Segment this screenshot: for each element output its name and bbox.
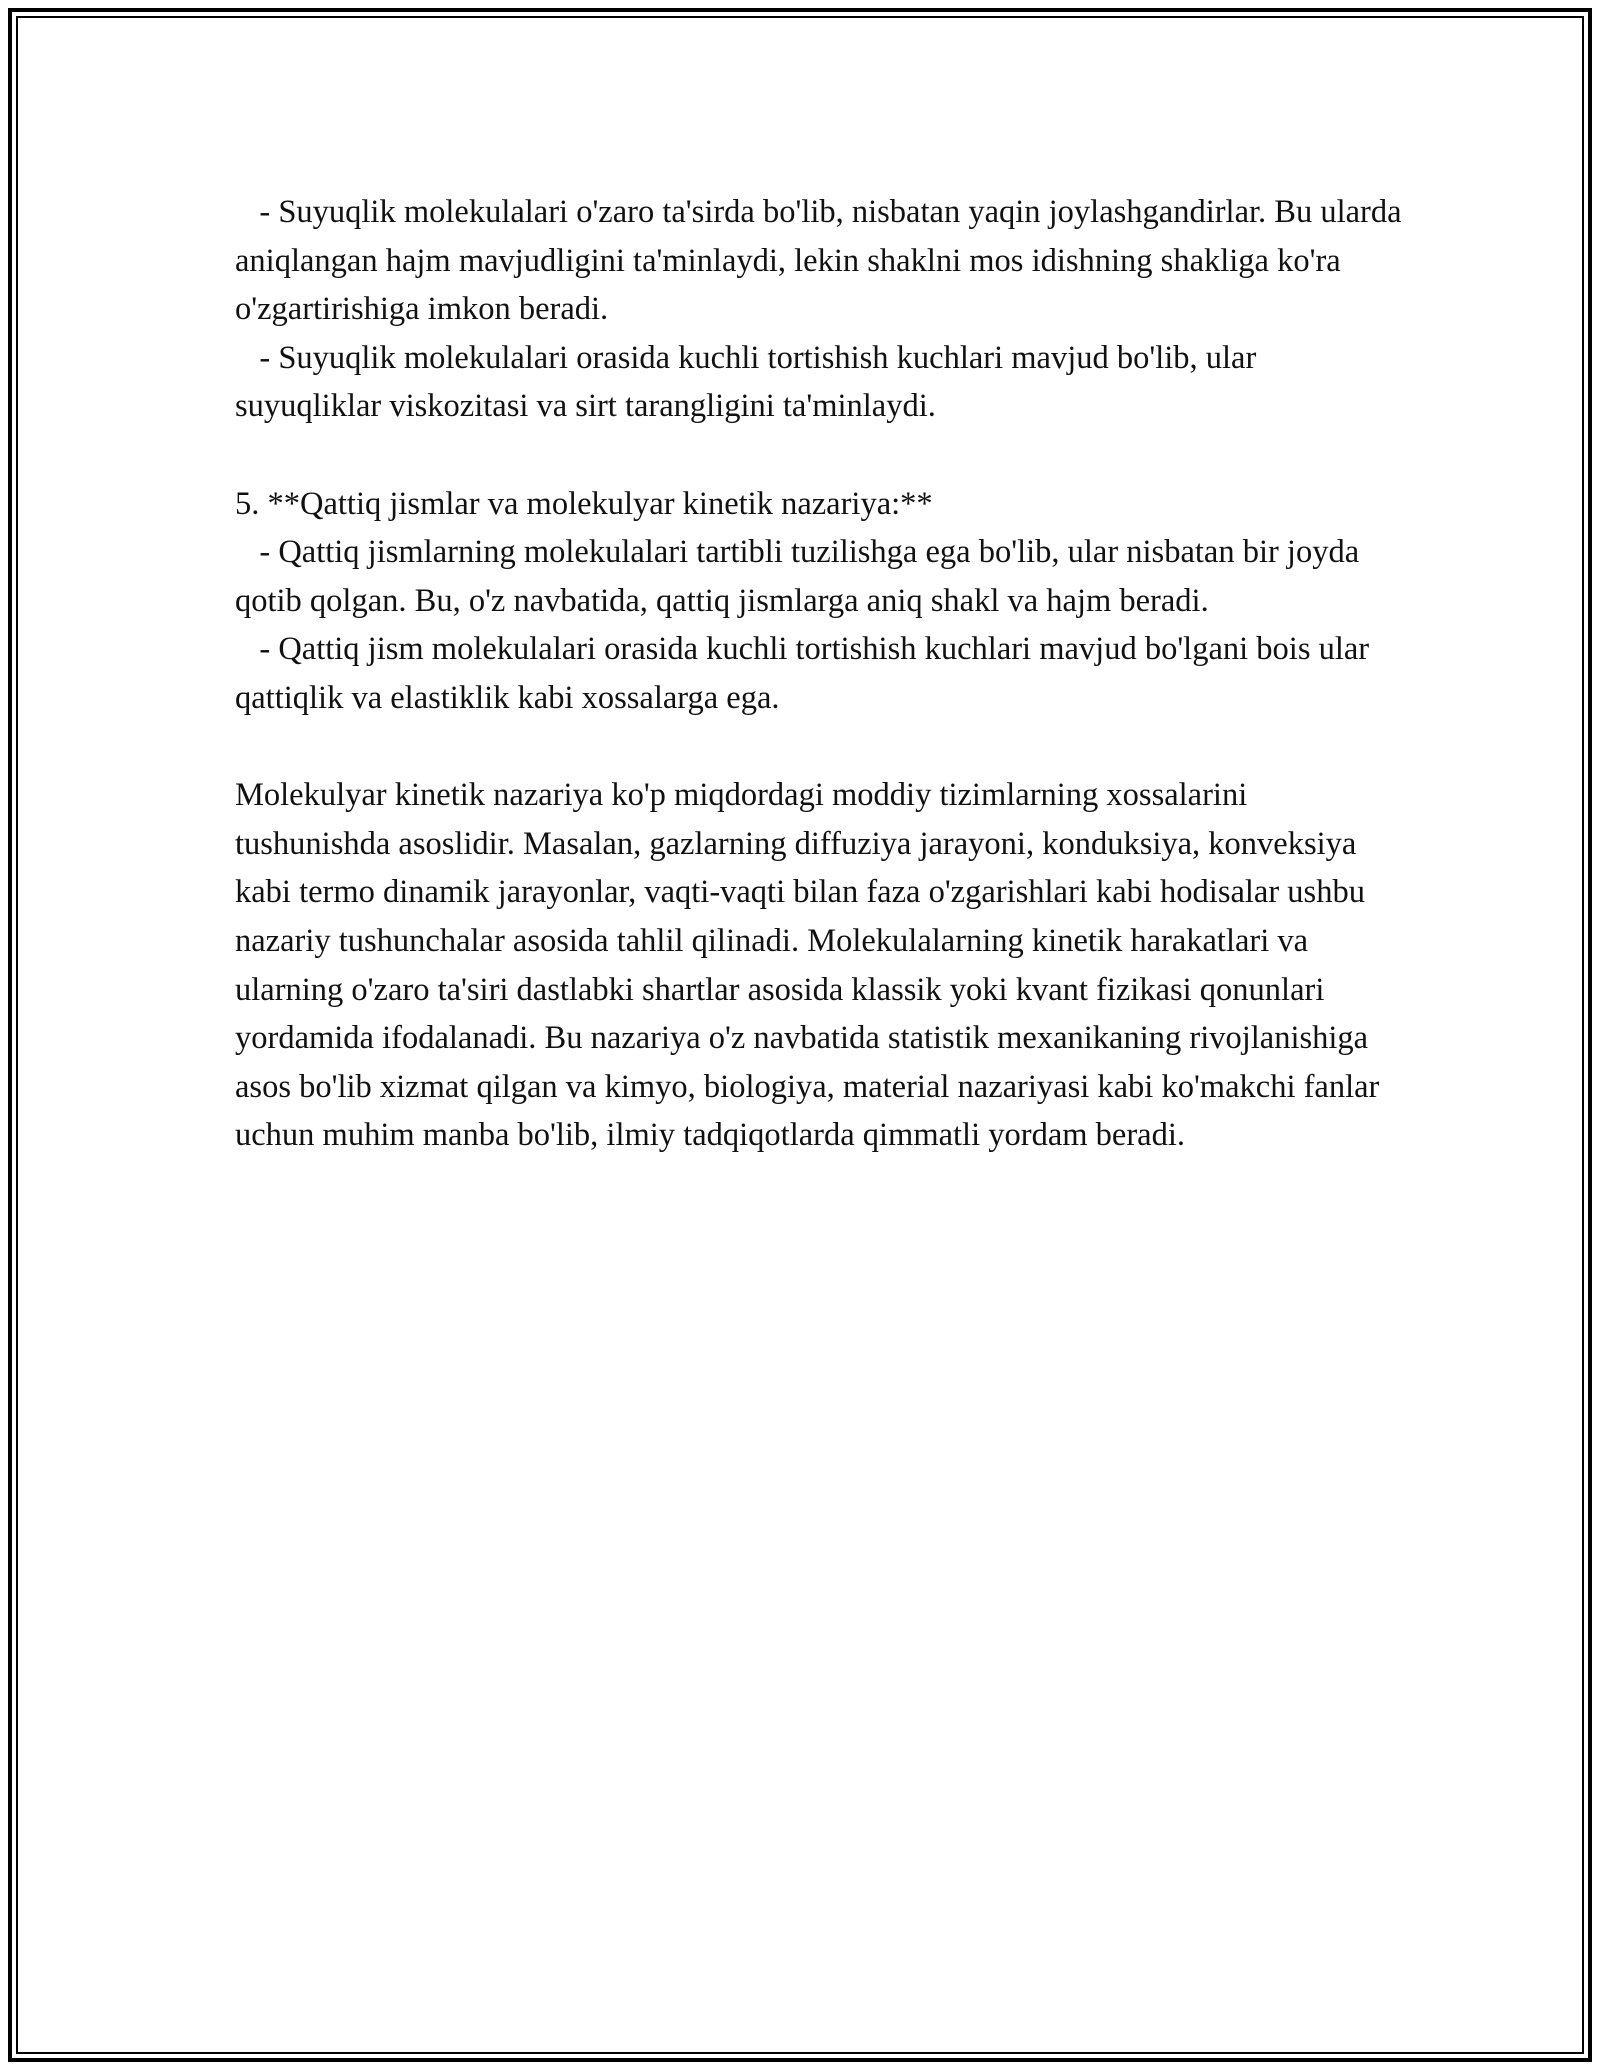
solids-bullet-2: - Qattiq jism molekulalari orasida kuchli tortishish kuchlari mavjud bo'lgani bois ular qattiqlik va elastiklik kabi xossalarga ega. <box>235 631 1378 716</box>
document-body <box>235 188 1410 1160</box>
paragraph-spacer <box>235 431 1405 480</box>
paragraph-spacer <box>235 723 1405 772</box>
liquids-bullet-1: - Suyuqlik molekulalari o'zaro ta'sirda bo'lib, nisbatan yaqin joylashgandirlar. Bu ularda aniqlangan hajm mavjudligini ta'minlaydi, lekin shaklni mos idishning shakliga ko'ra o'zgartirishiga imkon beradi. <box>235 194 1410 328</box>
conclusion-paragraph: Molekulyar kinetik nazariya ko'p miqdordagi moddiy tizimlarning xossalarini tushunishda asoslidir. Masalan, gazlarning diffuziya jarayoni, konduksiya, konveksiya kabi termo dinamik jarayonlar, vaqti-vaqti bilan faza o'zgarishlari kabi hodisalar ushbu nazariy tushunchalar asosida tahlil qilinadi. Molekulalarning kinetik harakatlari va ularning o'zaro ta'siri dastlabki shartlar asosida klassik yoki kvant fizikasi qonunlari yordamida ifodalanadi. Bu nazariya o'z navbatida statistik mexanikaning rivojlanishiga asos bo'lib xizmat qilgan va kimyo, biologiya, material nazariyasi kabi ko'makchi fanlar uchun muhim manba bo'lib, ilmiy tadqiqotlarda qimmatli yordam beradi. <box>235 777 1388 1154</box>
liquids-bullet-2: - Suyuqlik molekulalari orasida kuchli tortishish kuchlari mavjud bo'lib, ular suyuqliklar viskozitasi va sirt tarangligini ta'minlaydi. <box>235 339 1265 425</box>
solids-heading: 5. **Qattiq jismlar va molekulyar kinetik nazariya:** <box>235 485 933 522</box>
solids-bullet-1: - Qattiq jismlarning molekulalari tartibli tuzilishga ega bo'lib, ular nisbatan bir joyda qotib qolgan. Bu, o'z navbatida, qattiq jismlarga aniq shakl va hajm beradi. <box>235 534 1368 619</box>
